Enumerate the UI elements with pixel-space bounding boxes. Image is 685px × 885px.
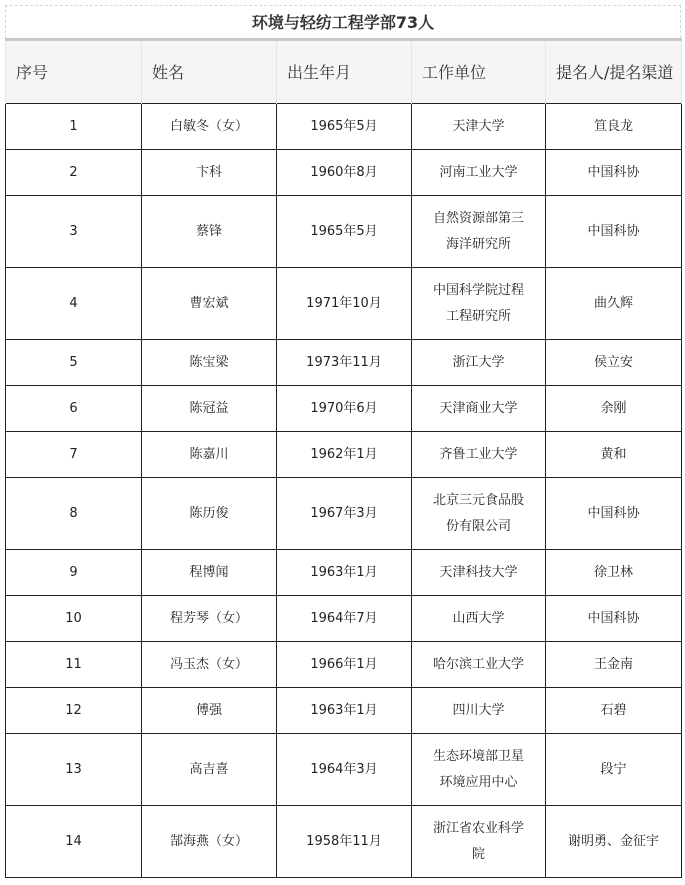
cell-name: 冯玉杰（女） — [142, 642, 277, 688]
cell-unit: 浙江省农业科学院 — [412, 806, 546, 878]
cell-number: 13 — [6, 734, 142, 806]
cell-unit: 山西大学 — [412, 596, 546, 642]
cell-nominator: 中国科协 — [546, 196, 682, 268]
cell-nominator: 谢明勇、金征宇 — [546, 806, 682, 878]
cell-birth: 1958年11月 — [277, 806, 412, 878]
cell-birth: 1964年3月 — [277, 734, 412, 806]
cell-birth: 1966年1月 — [277, 642, 412, 688]
cell-name: 陈宝梁 — [142, 340, 277, 386]
header-birth: 出生年月 — [277, 40, 412, 104]
cell-name: 高吉喜 — [142, 734, 277, 806]
table-row — [6, 432, 682, 478]
header-nominator: 提名人/提名渠道 — [546, 40, 682, 104]
cell-birth: 1965年5月 — [277, 104, 412, 150]
table-row — [6, 268, 682, 340]
cell-nominator: 段宁 — [546, 734, 682, 806]
cell-number: 7 — [6, 432, 142, 478]
cell-nominator: 曲久辉 — [546, 268, 682, 340]
cell-birth: 1962年1月 — [277, 432, 412, 478]
table-row — [6, 150, 682, 196]
table-row — [6, 386, 682, 432]
table-row — [6, 196, 682, 268]
cell-birth: 1964年7月 — [277, 596, 412, 642]
table-row — [6, 478, 682, 550]
cell-nominator: 王金南 — [546, 642, 682, 688]
cell-number: 10 — [6, 596, 142, 642]
cell-number: 6 — [6, 386, 142, 432]
cell-unit: 北京三元食品股份有限公司 — [412, 478, 546, 550]
cell-birth: 1971年10月 — [277, 268, 412, 340]
table-title: 环境与轻纺工程学部73人 — [5, 5, 681, 38]
cell-unit: 哈尔滨工业大学 — [412, 642, 546, 688]
header-name: 姓名 — [142, 40, 277, 104]
table-row — [6, 596, 682, 642]
cell-nominator: 石碧 — [546, 688, 682, 734]
cell-name: 陈历俊 — [142, 478, 277, 550]
cell-unit: 天津科技大学 — [412, 550, 546, 596]
cell-number: 12 — [6, 688, 142, 734]
cell-birth: 1970年6月 — [277, 386, 412, 432]
table-row — [6, 104, 682, 150]
cell-birth: 1973年11月 — [277, 340, 412, 386]
nominee-table — [5, 38, 682, 878]
cell-number: 14 — [6, 806, 142, 878]
nominee-list — [5, 5, 681, 878]
cell-name: 陈嘉川 — [142, 432, 277, 478]
table-row — [6, 806, 682, 878]
cell-unit: 天津商业大学 — [412, 386, 546, 432]
cell-nominator: 中国科协 — [546, 478, 682, 550]
cell-name: 陈冠益 — [142, 386, 277, 432]
cell-name: 程芳琴（女） — [142, 596, 277, 642]
cell-nominator: 徐卫林 — [546, 550, 682, 596]
cell-name: 白敏冬（女） — [142, 104, 277, 150]
cell-number: 4 — [6, 268, 142, 340]
cell-unit: 河南工业大学 — [412, 150, 546, 196]
cell-unit: 齐鲁工业大学 — [412, 432, 546, 478]
cell-birth: 1967年3月 — [277, 478, 412, 550]
table-row — [6, 550, 682, 596]
cell-name: 程博闻 — [142, 550, 277, 596]
cell-name: 蔡锋 — [142, 196, 277, 268]
cell-name: 傅强 — [142, 688, 277, 734]
cell-nominator: 笪良龙 — [546, 104, 682, 150]
cell-number: 5 — [6, 340, 142, 386]
cell-unit: 四川大学 — [412, 688, 546, 734]
cell-name: 卞科 — [142, 150, 277, 196]
header-unit: 工作单位 — [412, 40, 546, 104]
cell-nominator: 余刚 — [546, 386, 682, 432]
cell-nominator: 侯立安 — [546, 340, 682, 386]
cell-birth: 1963年1月 — [277, 688, 412, 734]
table-row — [6, 734, 682, 806]
table-header-row — [6, 40, 682, 104]
cell-birth: 1963年1月 — [277, 550, 412, 596]
cell-unit: 浙江大学 — [412, 340, 546, 386]
cell-unit: 自然资源部第三海洋研究所 — [412, 196, 546, 268]
cell-unit: 中国科学院过程工程研究所 — [412, 268, 546, 340]
cell-number: 1 — [6, 104, 142, 150]
table-row — [6, 688, 682, 734]
cell-number: 2 — [6, 150, 142, 196]
cell-birth: 1960年8月 — [277, 150, 412, 196]
table-row — [6, 642, 682, 688]
cell-number: 3 — [6, 196, 142, 268]
cell-name: 郜海燕（女） — [142, 806, 277, 878]
cell-unit: 生态环境部卫星环境应用中心 — [412, 734, 546, 806]
header-number: 序号 — [6, 40, 142, 104]
table-row — [6, 340, 682, 386]
cell-number: 11 — [6, 642, 142, 688]
cell-birth: 1965年5月 — [277, 196, 412, 268]
cell-nominator: 中国科协 — [546, 150, 682, 196]
cell-name: 曹宏斌 — [142, 268, 277, 340]
cell-unit: 天津大学 — [412, 104, 546, 150]
cell-number: 8 — [6, 478, 142, 550]
cell-nominator: 黄和 — [546, 432, 682, 478]
cell-number: 9 — [6, 550, 142, 596]
cell-nominator: 中国科协 — [546, 596, 682, 642]
